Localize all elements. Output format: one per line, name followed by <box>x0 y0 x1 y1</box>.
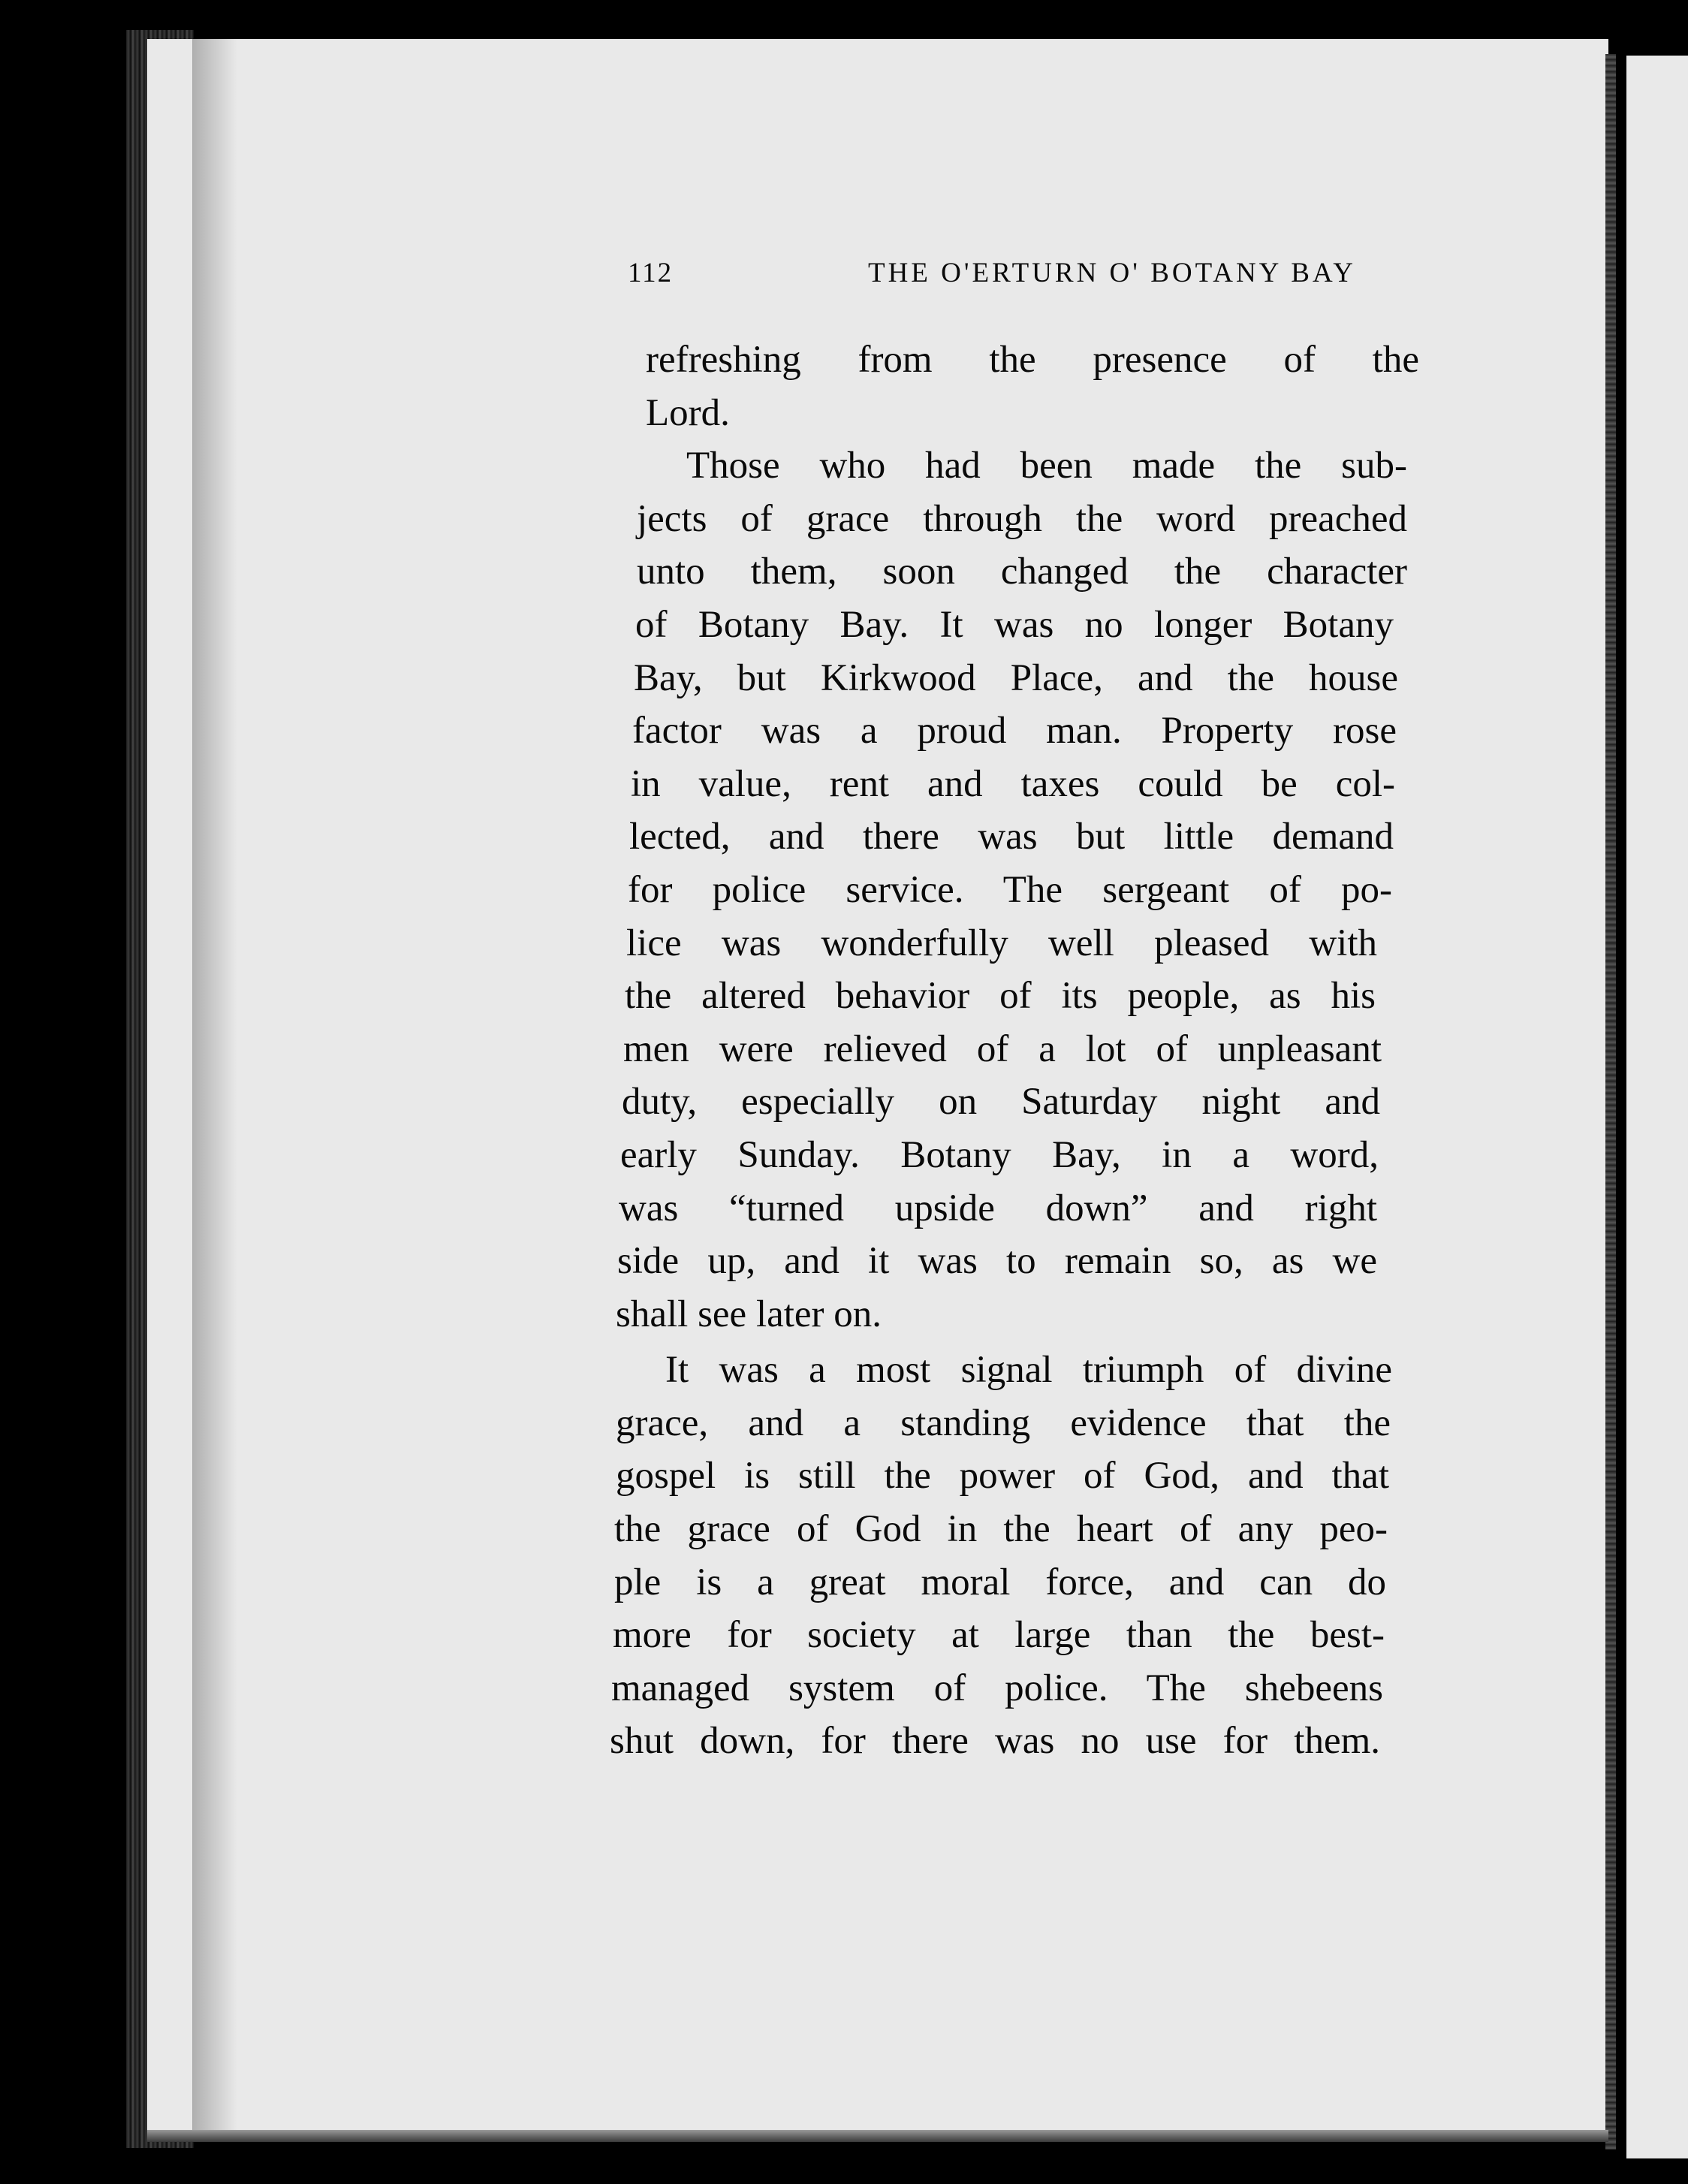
text-line: managed system of police. The shebeens <box>611 1667 1383 1709</box>
text-line: of Botany Bay. It was no longer Botany <box>635 603 1394 646</box>
text-line: factor was a proud man. Property rose <box>632 710 1397 753</box>
text-line: was “turned upside down” and right <box>619 1187 1377 1229</box>
gutter-shadow <box>192 39 237 2142</box>
text-line: It was a most signal triumph of divine <box>665 1349 1392 1392</box>
text-line: shut down, for there was no use for them. <box>610 1720 1380 1763</box>
text-line: grace, and a standing evidence that the <box>616 1401 1391 1444</box>
text-line: refreshing from the presence of the <box>646 339 1419 381</box>
facing-page-edge <box>1626 56 1688 2158</box>
text-line: in value, rent and taxes could be col- <box>631 762 1395 805</box>
text-line: the altered behavior of its people, as his <box>625 975 1376 1018</box>
body-text <box>610 333 1419 1768</box>
text-line: jects of grace through the word preached <box>637 497 1407 540</box>
text-line: side up, and it was to remain so, as we <box>617 1240 1377 1283</box>
text-line: ple is a great moral force, and can do <box>614 1561 1386 1603</box>
text-line: for police service. The sergeant of po- <box>628 868 1392 911</box>
running-head <box>628 257 1356 294</box>
page-number: 112 <box>628 258 674 288</box>
text-line: lected, and there was but little demand <box>629 816 1394 858</box>
text-line: Those who had been made the sub- <box>686 445 1407 487</box>
text-line: Bay, but Kirkwood Place, and the house <box>634 656 1398 699</box>
text-line: lice was wonderfully well pleased with <box>626 922 1377 964</box>
text-line: shall see later on. <box>616 1293 882 1335</box>
text-line: duty, especially on Saturday night and <box>622 1081 1380 1124</box>
page-edge-bottom <box>147 2130 1608 2142</box>
text-line: gospel is still the power of God, and that <box>616 1455 1389 1498</box>
running-title: THE O'ERTURN O' BOTANY BAY <box>867 258 1356 288</box>
text-line: men were relieved of a lot of unpleasant <box>623 1027 1382 1070</box>
text-line: unto them, soon changed the character <box>637 551 1407 593</box>
page-edge-right <box>1605 54 1616 2149</box>
text-line: Lord. <box>646 391 730 434</box>
text-line: more for society at large than the best- <box>613 1614 1385 1657</box>
text-line: the grace of God in the heart of any peo- <box>614 1508 1388 1551</box>
text-line: early Sunday. Botany Bay, in a word, <box>620 1133 1379 1176</box>
